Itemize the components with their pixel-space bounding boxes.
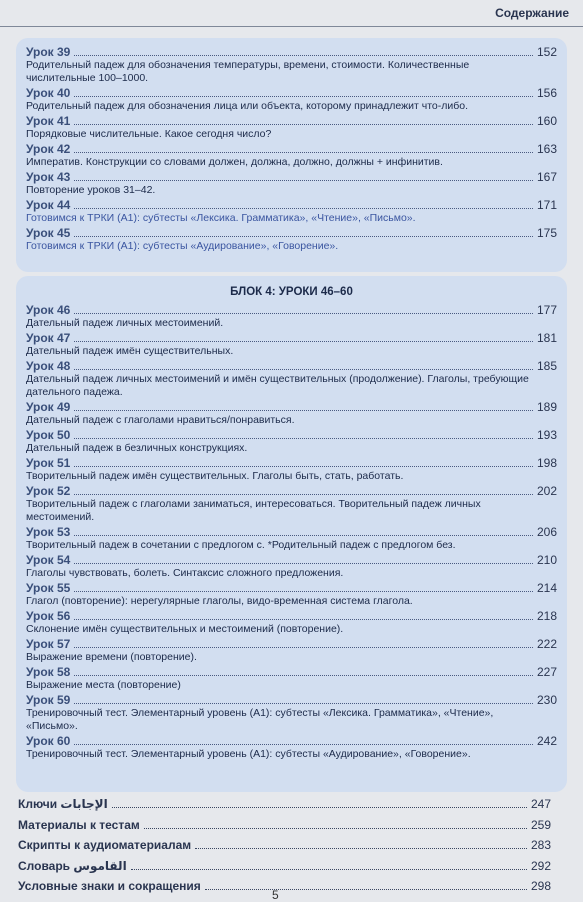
- lesson-heading-row: [26, 580, 557, 595]
- extra-page-number: 292: [530, 859, 551, 873]
- lesson-heading-row: [26, 427, 557, 442]
- lesson-number: Урок 59: [26, 693, 71, 707]
- page-header: [0, 0, 583, 27]
- toc-lesson-entry: [26, 580, 557, 608]
- lesson-description: Порядковые числительные. Какое сегодня число?: [26, 128, 272, 140]
- dot-leader: [74, 619, 533, 620]
- toc-lesson-entry: [26, 427, 557, 455]
- lesson-page-number: 206: [536, 525, 557, 539]
- dot-leader: [74, 703, 533, 704]
- lesson-heading-row: [26, 302, 557, 317]
- lesson-heading-row: [26, 330, 557, 345]
- dot-leader: [74, 313, 533, 314]
- toc-extra-entry: [18, 836, 551, 852]
- lesson-number: Урок 60: [26, 734, 71, 748]
- lesson-page-number: 202: [536, 484, 557, 498]
- lesson-description: Дательный падеж с глаголами нравиться/понравиться.: [26, 414, 295, 426]
- block-title: БЛОК 4: УРОКИ 46–60: [230, 286, 353, 298]
- dot-leader: [74, 341, 533, 342]
- lesson-page-number: 171: [536, 198, 557, 212]
- lesson-heading-row: [26, 169, 557, 184]
- dot-leader: [74, 675, 533, 676]
- dot-leader: [74, 208, 533, 209]
- toc-lesson-entry: [26, 225, 557, 253]
- lesson-number: Урок 50: [26, 428, 71, 442]
- lesson-page-number: 181: [536, 331, 557, 345]
- lesson-number: Урок 41: [26, 114, 71, 128]
- lesson-description: Повторение уроков 31–42.: [26, 184, 156, 196]
- toc-extra-entry: [18, 795, 551, 811]
- dot-leader: [74, 563, 533, 564]
- lesson-page-number: 214: [536, 581, 557, 595]
- extra-page-number: 247: [530, 797, 551, 811]
- toc-lesson-entry: [26, 524, 557, 552]
- extra-page-number: 298: [530, 879, 551, 893]
- lesson-heading-row: [26, 733, 557, 748]
- lesson-heading-row: [26, 399, 557, 414]
- lesson-description: Родительный падеж для обозначения лица или объекта, которому принадлежит что-либо.: [26, 100, 469, 112]
- dot-leader: [74, 369, 533, 370]
- toc-lesson-entry: [26, 692, 557, 733]
- lesson-number: Урок 47: [26, 331, 71, 345]
- dot-leader: [74, 180, 533, 181]
- lesson-page-number: 227: [536, 665, 557, 679]
- toc-lesson-entry: [26, 636, 557, 664]
- lesson-description: Дательный падеж личных местоимений и имён существительных (продолжение). Глаголы, требующие дательного падежа.: [26, 373, 529, 398]
- dot-leader: [74, 236, 533, 237]
- toc-lesson-entry: [26, 169, 557, 197]
- lesson-description: Выражение места (повторение): [26, 679, 181, 691]
- lesson-page-number: 175: [536, 226, 557, 240]
- header-title: Содержание: [495, 6, 569, 20]
- lesson-heading-row: [26, 483, 557, 498]
- toc-lesson-entry: [26, 358, 557, 399]
- lesson-page-number: 152: [536, 45, 557, 59]
- lesson-page-number: 222: [536, 637, 557, 651]
- lesson-description: Глаголы чувствовать, болеть. Синтаксис сложного предложения.: [26, 567, 344, 579]
- lesson-number: Урок 57: [26, 637, 71, 651]
- lesson-number: Урок 52: [26, 484, 71, 498]
- lesson-heading-row: [26, 636, 557, 651]
- dot-leader: [195, 848, 527, 849]
- lesson-number: Урок 58: [26, 665, 71, 679]
- lesson-number: Урок 55: [26, 581, 71, 595]
- lesson-description: Тренировочный тест. Элементарный уровень (А1): субтесты «Лексика. Грамматика», «Чтение», «Письмо».: [26, 707, 494, 732]
- toc-extra-entry: [18, 877, 551, 893]
- toc-lesson-entry: [26, 302, 557, 330]
- toc-lesson-entry: [26, 141, 557, 169]
- dot-leader: [74, 494, 533, 495]
- dot-leader: [74, 96, 533, 97]
- toc-lesson-entry: [26, 608, 557, 636]
- dot-leader: [74, 410, 533, 411]
- dot-leader: [74, 535, 533, 536]
- dot-leader: [74, 647, 533, 648]
- lesson-heading-row: [26, 197, 557, 212]
- lesson-page-number: 189: [536, 400, 557, 414]
- extra-title: Материалы к тестам: [18, 818, 140, 832]
- lesson-number: Урок 56: [26, 609, 71, 623]
- lesson-page-number: 156: [536, 86, 557, 100]
- lesson-number: Урок 45: [26, 226, 71, 240]
- lesson-number: Урок 53: [26, 525, 71, 539]
- extra-title: Словарь القاموس: [18, 859, 127, 873]
- lesson-number: Урок 43: [26, 170, 71, 184]
- lessons-block-4: [16, 276, 567, 792]
- toc-extra-entry: [18, 857, 551, 873]
- lesson-heading-row: [26, 692, 557, 707]
- extra-title: Ключи الإجابات: [18, 797, 108, 811]
- lesson-heading-row: [26, 524, 557, 539]
- lesson-description: Дательный падеж личных местоимений.: [26, 317, 224, 329]
- dot-leader: [74, 591, 533, 592]
- lesson-heading-row: [26, 358, 557, 373]
- dot-leader: [74, 152, 533, 153]
- toc-lesson-entry: [26, 455, 557, 483]
- page-number: 5: [272, 888, 279, 902]
- toc-lesson-entry: [26, 113, 557, 141]
- extra-title: Скрипты к аудиоматериалам: [18, 838, 192, 852]
- lesson-page-number: 210: [536, 553, 557, 567]
- toc-lesson-entry: [26, 85, 557, 113]
- dot-leader: [74, 744, 533, 745]
- extra-title: Условные знаки и сокращения: [18, 879, 201, 893]
- lesson-description: Глагол (повторение): нерегулярные глаголы, видо-временная система глагола.: [26, 595, 413, 607]
- lesson-description: Дательный падеж в безличных конструкциях.: [26, 442, 248, 454]
- lesson-number: Урок 48: [26, 359, 71, 373]
- lesson-heading-row: [26, 552, 557, 567]
- lesson-heading-row: [26, 664, 557, 679]
- lesson-description: Склонение имён существительных и местоимений (повторение).: [26, 623, 344, 635]
- toc-lesson-entry: [26, 733, 557, 761]
- dot-leader: [74, 438, 533, 439]
- dot-leader: [74, 55, 533, 56]
- lesson-heading-row: [26, 85, 557, 100]
- lesson-page-number: 242: [536, 734, 557, 748]
- lesson-description: Родительный падеж для обозначения температуры, времени, стоимости. Количественные числительные 100–1000.: [26, 59, 470, 84]
- lesson-number: Урок 54: [26, 553, 71, 567]
- lesson-description: Творительный падеж в сочетании с предлогом с. *Родительный падеж с предлогом без.: [26, 539, 456, 551]
- dot-leader: [112, 807, 527, 808]
- lesson-page-number: 198: [536, 456, 557, 470]
- dot-leader: [74, 124, 533, 125]
- lesson-page-number: 185: [536, 359, 557, 373]
- lesson-page-number: 218: [536, 609, 557, 623]
- dot-leader: [205, 889, 527, 890]
- lesson-description: Императив. Конструкции со словами должен, должна, должно, должны + инфинитив.: [26, 156, 443, 168]
- lesson-number: Урок 44: [26, 198, 71, 212]
- toc-lesson-entry: [26, 197, 557, 225]
- dot-leader: [144, 828, 527, 829]
- lesson-heading-row: [26, 141, 557, 156]
- toc-lesson-entry: [26, 330, 557, 358]
- lesson-number: Урок 42: [26, 142, 71, 156]
- lesson-page-number: 230: [536, 693, 557, 707]
- extra-page-number: 283: [530, 838, 551, 852]
- lesson-number: Урок 51: [26, 456, 71, 470]
- lesson-number: Урок 49: [26, 400, 71, 414]
- toc-lesson-entry: [26, 552, 557, 580]
- lessons-block-3: [16, 38, 567, 272]
- toc-lesson-entry: [26, 399, 557, 427]
- lesson-page-number: 177: [536, 303, 557, 317]
- lesson-number: Урок 46: [26, 303, 71, 317]
- lesson-page-number: 193: [536, 428, 557, 442]
- lesson-heading-row: [26, 44, 557, 59]
- toc-lesson-entry: [26, 664, 557, 692]
- lesson-description: Выражение времени (повторение).: [26, 651, 197, 663]
- lesson-heading-row: [26, 455, 557, 470]
- extra-page-number: 259: [530, 818, 551, 832]
- lesson-description: Дательный падеж имён существительных.: [26, 345, 234, 357]
- dot-leader: [131, 869, 527, 870]
- lesson-number: Урок 40: [26, 86, 71, 100]
- lesson-description: Творительный падеж с глаголами заниматься, интересоваться. Творительный падеж личных местоимений.: [26, 498, 481, 523]
- lesson-page-number: 167: [536, 170, 557, 184]
- lesson-description: Готовимся к ТРКИ (А1): субтесты «Аудирование», «Говорение».: [26, 240, 339, 252]
- toc-lesson-entry: [26, 44, 557, 85]
- lesson-description: Творительный падеж имён существительных. Глаголы быть, стать, работать.: [26, 470, 404, 482]
- lesson-description: Тренировочный тест. Элементарный уровень (А1): субтесты «Аудирование», «Говорение».: [26, 748, 471, 760]
- lesson-heading-row: [26, 113, 557, 128]
- lesson-number: Урок 39: [26, 45, 71, 59]
- lesson-description: Готовимся к ТРКИ (А1): субтесты «Лексика. Грамматика», «Чтение», «Письмо».: [26, 212, 416, 224]
- lesson-heading-row: [26, 225, 557, 240]
- toc-extra-entry: [18, 816, 551, 832]
- dot-leader: [74, 466, 533, 467]
- lesson-page-number: 163: [536, 142, 557, 156]
- toc-lesson-entry: [26, 483, 557, 524]
- lesson-heading-row: [26, 608, 557, 623]
- lesson-page-number: 160: [536, 114, 557, 128]
